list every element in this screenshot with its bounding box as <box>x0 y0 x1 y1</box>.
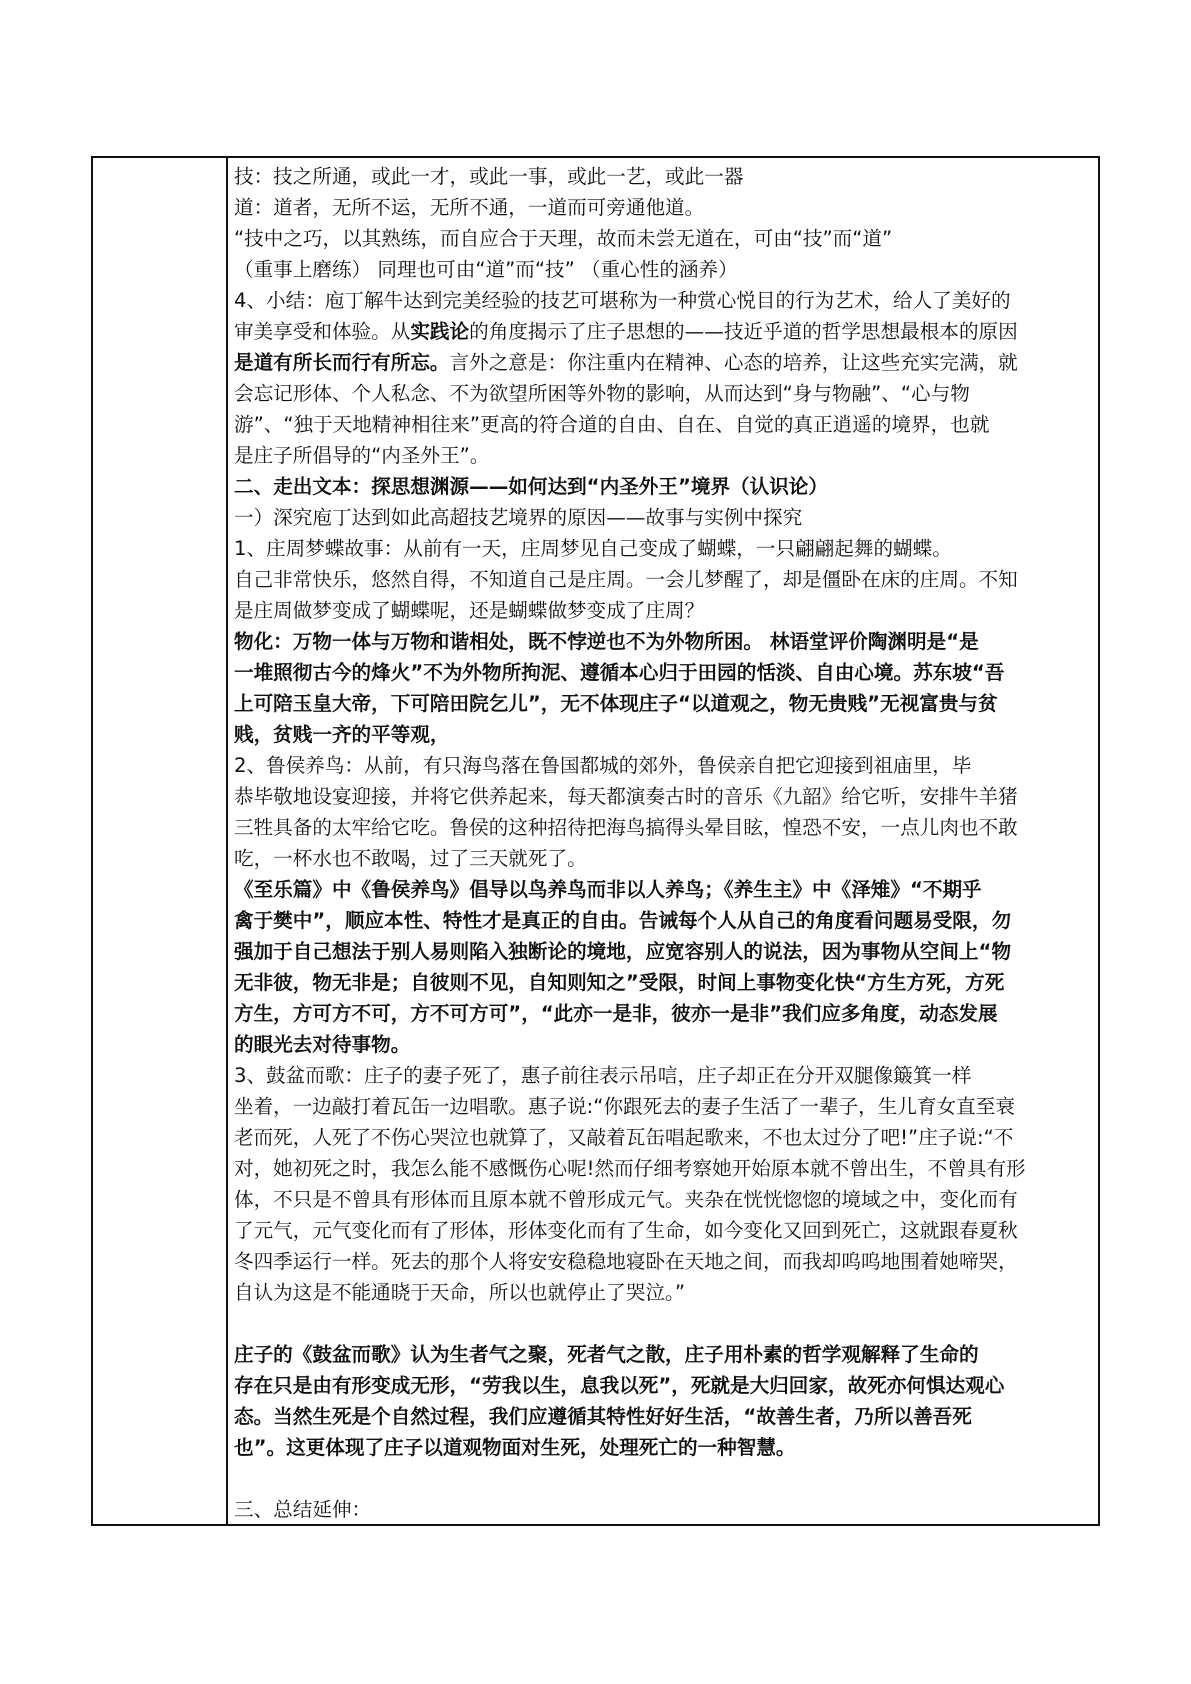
text-line <box>234 564 1090 595</box>
bold-text: 的眼光去对待事物。 <box>234 1033 411 1056</box>
text-line <box>234 1060 1090 1091</box>
bold-text: 物化：万物一体与万物和谐相处，既不悖逆也不为外物所困。 林语堂评价陶渊明是“是 <box>234 630 979 653</box>
bold-text: 态。当然生死是个自然过程，我们应遵循其特性好好生活，“故善生者，乃所以善吾死 <box>234 1405 972 1428</box>
bold-text: 一堆照彻古今的烽火”不为外物所拘泥、遵循本心归于田园的恬淡、自由心境。苏东坡“吾 <box>234 661 1005 684</box>
text-line <box>234 719 1090 750</box>
text-line <box>234 1339 1090 1370</box>
body-text: 恭毕敬地设宴迎接，并将它供养起来，每天都演奏古时的音乐《九韶》给它听，安排牛羊猪 <box>234 785 1018 808</box>
body-text: 是庄子所倡导的“内圣外王”。 <box>234 444 490 467</box>
text-line <box>234 533 1090 564</box>
text-line <box>234 1277 1090 1308</box>
body-text: 言外之意是：你注重内在精神、心态的培养，让这些充实完满，就 <box>449 351 1018 374</box>
text-line <box>234 316 1090 347</box>
text-line <box>234 1153 1090 1184</box>
body-text: 体，不只是不曾具有形体而且原本就不曾形成元气。夹杂在恍恍惚惚的境域之中，变化而有 <box>234 1188 1018 1211</box>
blank-line <box>234 1308 1090 1339</box>
body-text: 吃，一杯水也不敢喝，过了三天就死了。 <box>234 847 587 870</box>
text-line <box>234 905 1090 936</box>
text-line <box>234 874 1090 905</box>
body-text: 坐着，一边敲打着瓦缶一边唱歌。惠子说:“你跟死去的妻子生活了一辈子，生儿育女直至衰 <box>234 1095 1015 1118</box>
left-column-cell <box>93 158 226 1524</box>
text-line <box>234 1401 1090 1432</box>
text-line <box>234 1494 1090 1525</box>
text-line <box>234 936 1090 967</box>
text-line <box>234 1091 1090 1122</box>
bold-text: 二、走出文本：探思想渊源——如何达到“内圣外王”境界（认识论） <box>234 475 828 498</box>
body-text: （重事上磨练） 同理也可由“道”而“技” （重心性的涵养） <box>234 258 738 281</box>
text-line <box>234 1432 1090 1463</box>
text-line <box>234 595 1090 626</box>
bold-text: 强加于自己想法于别人易则陷入独断论的境地，应宽容别人的说法，因为事物从空间上“物 <box>234 940 1012 963</box>
text-line <box>234 843 1090 874</box>
text-line <box>234 502 1090 533</box>
blank-line <box>234 1463 1090 1494</box>
body-text: 自认为这是不能通晓于天命，所以也就停止了哭泣。” <box>234 1281 686 1304</box>
text-line <box>234 192 1090 223</box>
bold-text: 是道有所长而行有所忘。 <box>234 351 450 374</box>
bold-text: 上可陪玉皇大帝，下可陪田院乞儿”，无不体现庄子“以道观之，物无贵贱”无视富贵与贫 <box>234 692 998 715</box>
body-text: 的角度揭示了庄子思想的——技近乎道的哲学思想最根本的原因 <box>469 320 1018 343</box>
bold-text: 存在只是由有形变成无形，“劳我以生，息我以死”，死就是大归回家，故死亦何惧达观心 <box>234 1374 1005 1397</box>
text-line <box>234 1370 1090 1401</box>
bold-text: 《至乐篇》中《鲁侯养鸟》倡导以鸟养鸟而非以人养鸟；《养生主》中《泽雉》“不期乎 <box>234 878 982 901</box>
bold-text: 禽于樊中”，顺应本性、特性才是真正的自由。告诫每个人从自己的角度看问题易受限，勿 <box>234 909 1012 932</box>
body-text: 一）深究庖丁达到如此高超技艺境界的原因——故事与实例中探究 <box>234 506 803 529</box>
text-line <box>234 1122 1090 1153</box>
text-line <box>234 657 1090 688</box>
body-text: 老而死，人死了不伤心哭泣也就算了，又敲着瓦缶唱起歌来，不也太过分了吧!”庄子说:“不 <box>234 1126 1014 1149</box>
text-line <box>234 688 1090 719</box>
text-line <box>234 285 1090 316</box>
body-text: 4、小结：庖丁解牛达到完美经验的技艺可堪称为一种赏心悦目的行为艺术，给人了美好的 <box>234 289 1011 312</box>
text-line <box>234 998 1090 1029</box>
body-text: 技：技之所通，或此一才，或此一事，或此一艺，或此一器 <box>234 165 744 188</box>
bold-text: 实践论 <box>410 320 470 343</box>
text-line <box>234 1184 1090 1215</box>
text-line <box>234 440 1090 471</box>
body-text: 三牲具备的太牢给它吃。鲁侯的这种招待把海鸟搞得头晕目眩，惶恐不安，一点儿肉也不敢 <box>234 816 1018 839</box>
body-text: 冬四季运行一样。死去的那个人将安安稳稳地寝卧在天地之间，而我却呜呜地围着她啼哭， <box>234 1250 1018 1273</box>
body-text: 三、总结延伸： <box>234 1498 372 1521</box>
text-line <box>234 626 1090 657</box>
text-line <box>234 1246 1090 1277</box>
body-text: 是庄周做梦变成了蝴蝶呢，还是蝴蝶做梦变成了庄周？ <box>234 599 705 622</box>
bold-text: 庄子的《鼓盆而歌》认为生者气之聚，死者气之散，庄子用朴素的哲学观解释了生命的 <box>234 1343 979 1366</box>
lesson-table <box>91 156 1100 1526</box>
text-line <box>234 254 1090 285</box>
text-line <box>234 223 1090 254</box>
text-line <box>234 812 1090 843</box>
body-text: 1、庄周梦蝶故事：从前有一天，庄周梦见自己变成了蝴蝶，一只翩翩起舞的蝴蝶。 <box>234 537 952 560</box>
text-line <box>234 750 1090 781</box>
text-line <box>234 378 1090 409</box>
text-line <box>234 161 1090 192</box>
lesson-content <box>234 161 1090 1525</box>
text-line <box>234 967 1090 998</box>
body-text: 自己非常快乐，悠然自得，不知道自己是庄周。一会儿梦醒了，却是僵卧在床的庄周。不知 <box>234 568 1018 591</box>
bold-text: 方生，方可方不可，方不可方可”，“此亦一是非，彼亦一是非”我们应多角度，动态发展 <box>234 1002 998 1025</box>
text-line <box>234 471 1090 502</box>
body-text: 了元气，元气变化而有了形体，形体变化而有了生命，如今变化又回到死亡，这就跟春夏秋 <box>234 1219 1018 1242</box>
body-text: 3、鼓盆而歌：庄子的妻子死了，惠子前往表示吊唁，庄子却正在分开双腿像簸箕一样 <box>234 1064 972 1087</box>
body-text: 道：道者，无所不运，无所不通，一道而可旁通他道。 <box>234 196 705 219</box>
body-text: 2、鲁侯养鸟：从前，有只海鸟落在鲁国都城的郊外，鲁侯亲自把它迎接到祖庙里，毕 <box>234 754 972 777</box>
bold-text: 也”。这更体现了庄子以道观物面对生死，处理死亡的一种智慧。 <box>234 1436 796 1459</box>
bold-text: 无非彼，物无非是；自彼则不见，自知则知之”受限，时间上事物变化快“方生方死，方死 <box>234 971 1005 994</box>
body-text: 会忘记形体、个人私念、不为欲望所困等外物的影响，从而达到“身与物融”、“心与物 <box>234 382 970 405</box>
body-text: 游”、“独于天地精神相往来”更高的符合道的自由、自在、自觉的真正逍遥的境界，也就 <box>234 413 990 436</box>
body-text: “技中之巧，以其熟练，而自应合于天理，故而未尝无道在，可由“技”而“道” <box>234 227 893 250</box>
text-line <box>234 1029 1090 1060</box>
body-text: 对，她初死之时，我怎么能不感慨伤心呢!然而仔细考察她开始原本就不曾出生，不曾具有形 <box>234 1157 1026 1180</box>
column-divider <box>226 158 228 1524</box>
text-line <box>234 781 1090 812</box>
bold-text: 贱，贫贱一齐的平等观， <box>234 723 450 746</box>
body-text: 审美享受和体验。从 <box>234 320 411 343</box>
text-line <box>234 347 1090 378</box>
text-line <box>234 409 1090 440</box>
text-line <box>234 1215 1090 1246</box>
